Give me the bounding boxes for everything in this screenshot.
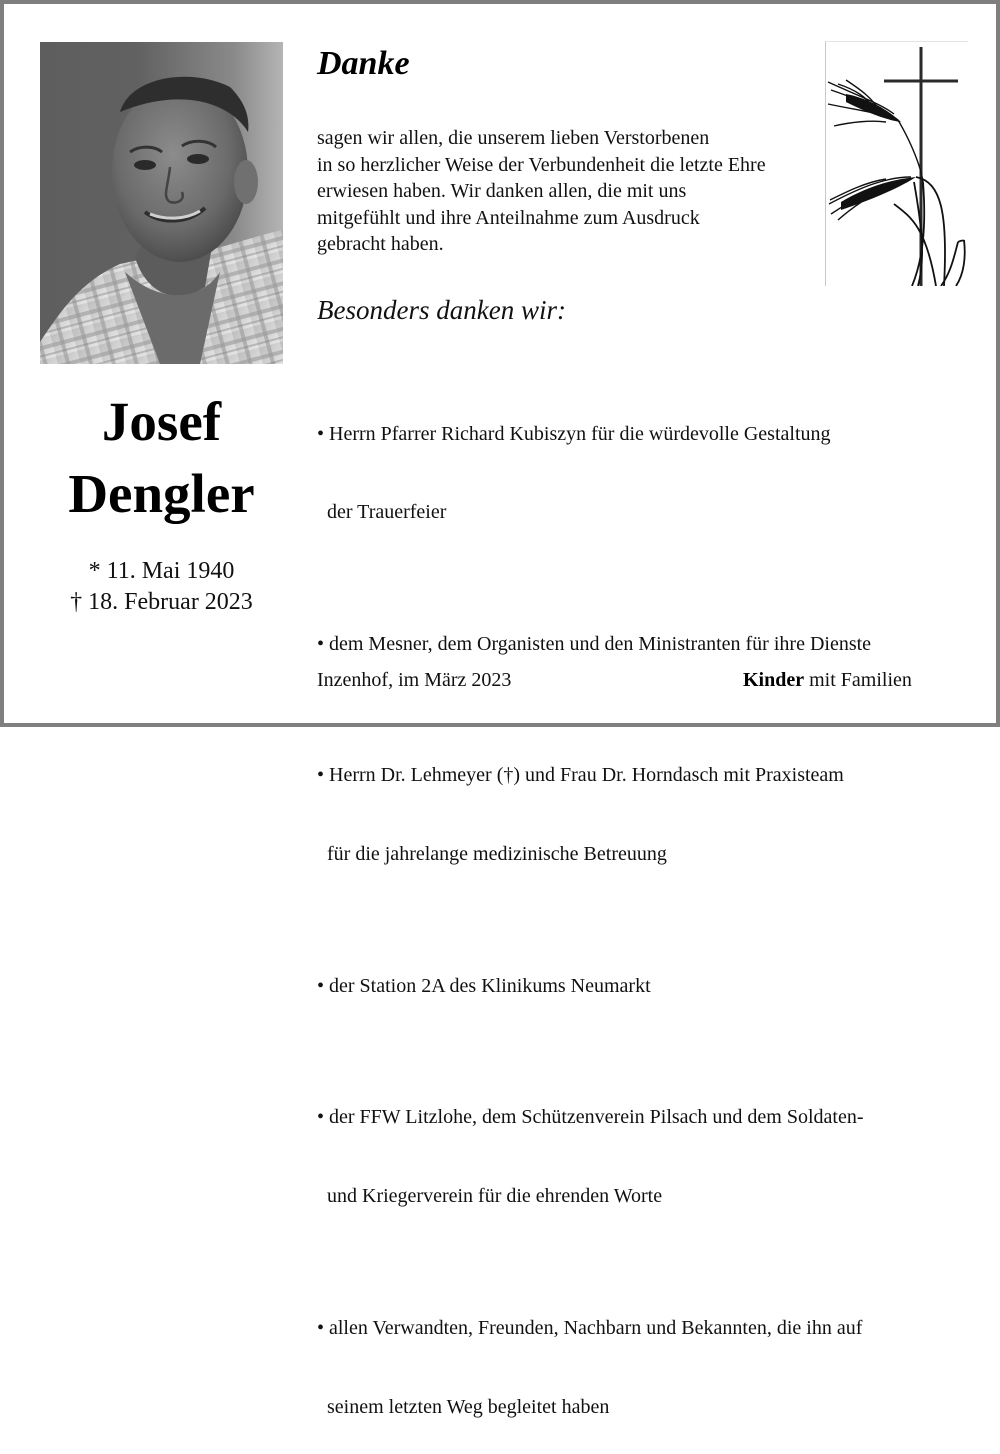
signature-family: Kinder xyxy=(743,669,805,691)
cross-with-wheat-icon xyxy=(825,41,968,286)
life-dates xyxy=(40,556,283,618)
portrait-icon xyxy=(40,42,283,364)
thanks-line: • allen Verwandten, Freunden, Nachbarn und Bekannten, die ihn auf xyxy=(317,1316,863,1339)
birth-date: * 11. Mai 1940 xyxy=(88,558,235,584)
thanks-line: • der FFW Litzlohe, dem Schützenverein Pilsach und dem Soldaten- xyxy=(317,1106,864,1129)
heading-danke: Danke xyxy=(317,45,410,82)
subheading-besonders: Besonders danken wir: xyxy=(317,295,566,325)
last-name: Dengler xyxy=(68,463,255,524)
thanks-line: und Kriegerverein für die ehrenden Worte xyxy=(317,1185,663,1208)
death-date: † 18. Februar 2023 xyxy=(70,589,253,615)
thanks-item xyxy=(317,368,871,578)
signature xyxy=(743,669,912,692)
thanks-item xyxy=(317,1262,871,1454)
place-date: Inzenhof, im März 2023 xyxy=(317,669,512,691)
thanks-list xyxy=(317,368,871,1454)
portrait-photo xyxy=(40,42,283,364)
thanks-line: für die jahrelange medizinische Betreuung xyxy=(317,843,667,866)
first-name: Josef xyxy=(101,391,222,452)
thanks-item xyxy=(317,920,871,1051)
thanks-line: • der Station 2A des Klinikums Neumarkt xyxy=(317,974,651,997)
intro-line: erwiesen haben. Wir danken allen, die mit uns xyxy=(317,180,687,202)
intro-text xyxy=(317,125,766,258)
thanks-item xyxy=(317,1052,871,1262)
thanks-line: • Herrn Dr. Lehmeyer (†) und Frau Dr. Horndasch mit Praxisteam xyxy=(317,764,844,787)
cross-icon xyxy=(826,42,968,286)
thanks-line: der Trauerfeier xyxy=(317,501,447,524)
signature-rest: mit Familien xyxy=(804,669,912,691)
intro-line: mitgefühlt und ihre Anteilnahme zum Ausdruck xyxy=(317,206,700,229)
intro-line: sagen wir allen, die unserem lieben Verstorbenen xyxy=(317,127,710,149)
thanks-line: • Herrn Pfarrer Richard Kubiszyn für die würdevolle Gestaltung xyxy=(317,422,831,445)
deceased-name xyxy=(40,386,283,530)
thanks-line: seinem letzten Weg begleitet haben xyxy=(317,1395,610,1418)
thanks-line: • dem Mesner, dem Organisten und den Ministranten für ihre Dienste xyxy=(317,632,872,655)
intro-line: in so herzlicher Weise der Verbundenheit die letzte Ehre xyxy=(317,153,766,176)
intro-line: gebracht haben. xyxy=(317,233,444,255)
thanks-item xyxy=(317,710,871,920)
